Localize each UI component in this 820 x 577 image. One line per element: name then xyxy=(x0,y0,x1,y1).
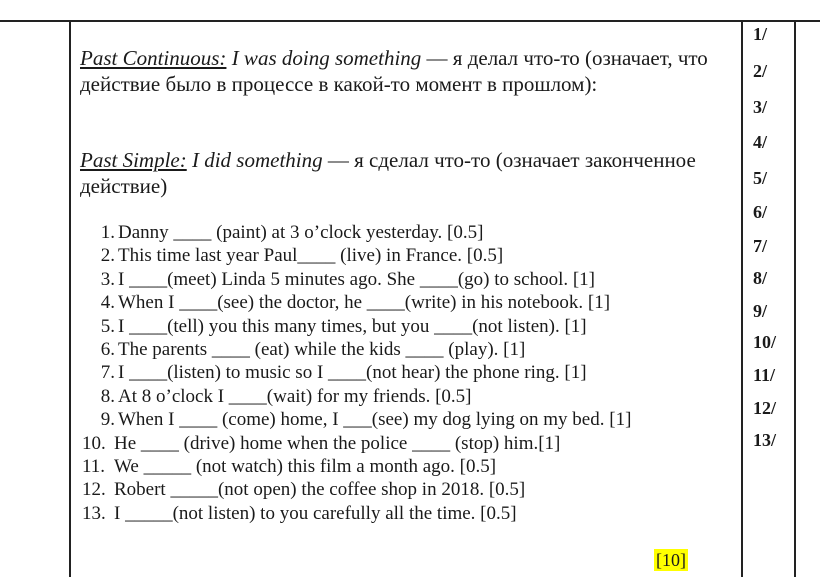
table-right-border xyxy=(794,20,796,577)
exercise-text: I ____(meet) Linda 5 minutes ago. She ____(go) to school. [1] xyxy=(118,268,596,290)
score-cell: 3/ xyxy=(753,97,768,117)
theory-explanation: я делал что-то (означает, что действие было в процессе в какой-то момент в прошлом): xyxy=(80,46,708,96)
exercise-number: 7. xyxy=(100,362,115,384)
table-top-border xyxy=(0,20,820,22)
score-cell: 7/ xyxy=(753,236,768,256)
exercise-text: We _____ (not watch) this film a month ago. [0.5] xyxy=(114,456,497,478)
exercise-number: 9. xyxy=(100,409,115,431)
score-cell: 9/ xyxy=(753,301,768,321)
score-cell: 5/ xyxy=(753,168,768,188)
score-cell: 12/ xyxy=(753,398,777,418)
exercise-number: 8. xyxy=(100,385,115,407)
exercise-number: 13. xyxy=(82,502,106,524)
exercise-text: When I ____ (come) home, I ___(see) my dog lying on my bed. [1] xyxy=(118,409,632,431)
exercise-text: At 8 o’clock I ____(wait) for my friends. [0.5] xyxy=(118,385,472,407)
score-cell: 6/ xyxy=(753,202,768,222)
exercise-text: Robert _____(not open) the coffee shop in 2018. [0.5] xyxy=(114,479,526,501)
exercise-item xyxy=(80,221,740,244)
total-score: [10] xyxy=(656,550,686,570)
score-cell: 13/ xyxy=(753,430,777,450)
exercise-number: 10. xyxy=(82,432,106,454)
exercise-number: 3. xyxy=(100,268,115,290)
exercise-text: I ____(tell) you this many times, but you ____(not listen). [1] xyxy=(118,315,587,337)
exercise-item xyxy=(80,338,740,361)
exercise-text: He ____ (drive) home when the police ____ (stop) him.[1] xyxy=(114,432,561,454)
exercise-number: 11. xyxy=(82,456,106,478)
theory-dash: — xyxy=(322,148,355,172)
score-cell: 10/ xyxy=(753,332,777,352)
exercise-text: I _____(not listen) to you carefully all the time. [0.5] xyxy=(114,502,517,524)
score-cell: 1/ xyxy=(753,24,768,44)
exercise-number: 6. xyxy=(100,339,115,361)
score-cell: 4/ xyxy=(753,132,768,152)
exercise-item xyxy=(80,455,740,478)
exercise-item xyxy=(80,385,740,408)
exercise-number: 12. xyxy=(82,479,106,501)
exercise-text: I ____(listen) to music so I ____(not hear) the phone ring. [1] xyxy=(118,362,587,384)
score-cell: 2/ xyxy=(753,61,768,81)
exercise-item xyxy=(80,315,740,338)
theory-example: I was doing something xyxy=(231,46,422,70)
table-column-divider xyxy=(741,20,743,577)
table-left-border xyxy=(69,20,71,577)
score-cell: 11/ xyxy=(753,365,776,385)
exercise-item xyxy=(80,361,740,384)
theory-past-simple xyxy=(80,147,740,199)
exercise-list xyxy=(80,221,740,525)
exercise-item xyxy=(80,291,740,314)
theory-term: Past Continuous: xyxy=(80,46,227,70)
theory-dash: — xyxy=(421,46,453,70)
exercise-item xyxy=(80,478,740,501)
exercise-item xyxy=(80,268,740,291)
exercise-item xyxy=(80,244,740,267)
theory-explanation: я сделал что-то (означает законченное действие) xyxy=(80,148,696,198)
exercise-item xyxy=(80,502,740,525)
theory-example: I did something xyxy=(191,148,323,172)
exercise-text: The parents ____ (eat) while the kids ____ (play). [1] xyxy=(118,339,526,361)
theory-term: Past Simple: xyxy=(80,148,187,172)
exercise-text: When I ____(see) the doctor, he ____(write) in his notebook. [1] xyxy=(118,292,611,314)
exercise-number: 5. xyxy=(100,315,115,337)
exercise-number: 4. xyxy=(100,292,115,314)
score-cell: 8/ xyxy=(753,268,768,288)
exercise-item xyxy=(80,408,740,431)
exercise-number: 1. xyxy=(100,222,115,243)
exercise-number: 2. xyxy=(100,245,115,267)
theory-past-continuous xyxy=(80,45,740,97)
exercise-item xyxy=(80,432,740,455)
exercise-text: This time last year Paul____ (live) in France. [0.5] xyxy=(118,245,504,267)
exercise-text: Danny ____ (paint) at 3 o’clock yesterday. [0.5] xyxy=(118,222,484,243)
